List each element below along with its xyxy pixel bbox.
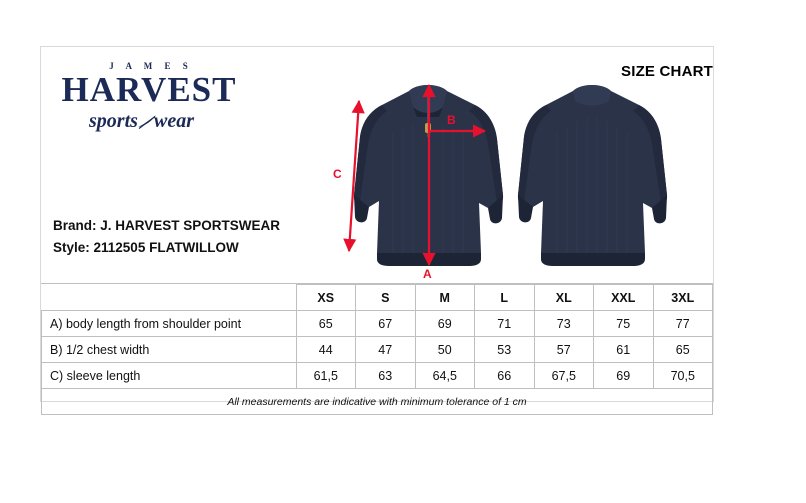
sweater-front-image [347,77,507,277]
table-row [42,311,713,337]
page-title: SIZE CHART [621,63,713,80]
garment-illustrations [311,55,711,283]
cell-b-xl: 57 [534,337,594,363]
cell-a-xs: 65 [296,311,356,337]
cell-b-s: 47 [356,337,416,363]
header-area [41,47,713,284]
brand-logo-sports: sports [89,110,138,132]
cell-c-s: 63 [356,363,416,389]
table-header-row [42,285,713,311]
row-label-c: C) sleeve length [42,363,297,389]
cell-c-xl: 67,5 [534,363,594,389]
cell-b-3xl: 65 [653,337,713,363]
garment-meta [53,215,280,259]
measure-label-a: A [423,267,432,281]
cell-a-s: 67 [356,311,416,337]
cell-c-xs: 61,5 [296,363,356,389]
table-header-l: L [475,285,535,311]
measure-label-c: C [333,167,342,181]
table-header-3xl: 3XL [653,285,713,311]
brand-logo-harvest: HARVEST [61,70,237,109]
brand-logo-sportswear [59,110,239,136]
footnote-row [42,389,713,415]
row-label-b: B) 1/2 chest width [42,337,297,363]
cell-b-xs: 44 [296,337,356,363]
cell-c-m: 64,5 [415,363,475,389]
table-header-xl: XL [534,285,594,311]
style-line: Style: 2112505 FLATWILLOW [53,240,239,255]
row-label-a: A) body length from shoulder point [42,311,297,337]
table-header-xs: XS [296,285,356,311]
brand-line: Brand: J. HARVEST SPORTSWEAR [53,218,281,233]
sweater-back-image [511,77,671,277]
cell-c-3xl: 70,5 [653,363,713,389]
table-header-s: S [356,285,416,311]
brand-logo [59,61,239,136]
table-header-m: M [415,285,475,311]
size-table [41,284,713,415]
table-header-xxl: XXL [594,285,654,311]
cell-b-xxl: 61 [594,337,654,363]
cell-a-xl: 73 [534,311,594,337]
cell-a-xxl: 75 [594,311,654,337]
table-header-blank [42,285,297,311]
footnote-text: All measurements are indicative with minimum tolerance of 1 cm [42,389,713,415]
cell-c-l: 66 [475,363,535,389]
measure-label-b: B [447,113,456,127]
size-chart-sheet [40,46,714,408]
table-row [42,363,713,389]
brand-logo-wear: wear [154,110,194,132]
cell-a-3xl: 77 [653,311,713,337]
table-row [42,337,713,363]
cell-a-l: 71 [475,311,535,337]
brand-logo-james: J A M E S [109,61,193,71]
cell-a-m: 69 [415,311,475,337]
cell-c-xxl: 69 [594,363,654,389]
cell-b-l: 53 [475,337,535,363]
cell-b-m: 50 [415,337,475,363]
